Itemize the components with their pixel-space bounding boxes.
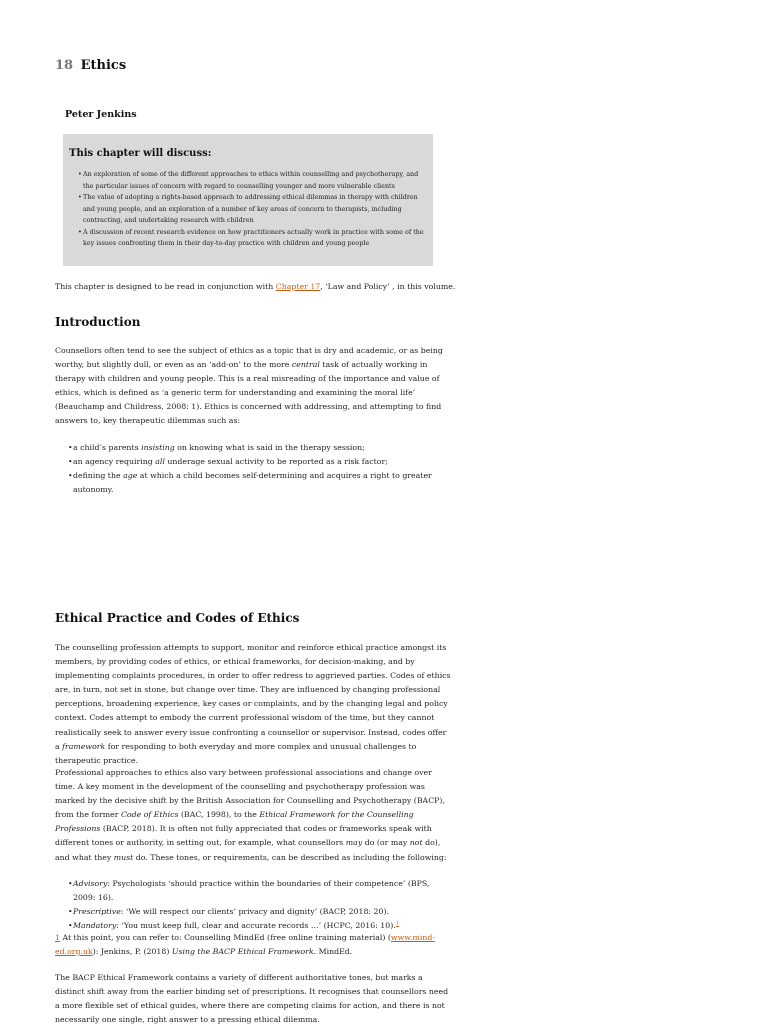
tone-text: : ‘You must keep full, clear and accurate records …’ (HCPC, 2016: 10). <box>116 921 396 931</box>
discussion-list <box>69 169 429 250</box>
tone-term: Mandatory <box>73 921 117 931</box>
introduction-paragraph: Counsellors often tend to see the subject of ethics as a topic that is dry and academic, or as being worthy, but slightly dull, or even as an ‘add-on’ to the more central task of actually working in therapy with children and young people. This is a real misreading of the importance and value of ethics, which is defined as ‘a generic term for understanding and examining the moral life’ (Beauchamp and Childress, 2008: 1). Ethics is concerned with addressing, and attempting to find answers to, key therapeutic dilemmas such as: <box>55 346 443 426</box>
note-text-before: This chapter is designed to be read in conjunction with <box>55 282 276 291</box>
chapter-title-text: Ethics <box>80 58 127 73</box>
tone-term: Prescriptive <box>73 907 121 917</box>
dilemma-item: • defining the age at which a child becomes self-determining and acquires a right to greater autonomy. <box>68 469 453 497</box>
chapter-17-link[interactable]: Chapter 17 <box>275 282 321 291</box>
codes-paragraph-2: Professional approaches to ethics also vary between professional associations and change over time. A key moment in the development of the counselling and psychotherapy profession was marked by the decisive shift by the British Association for Counselling and Psychotherapy (BACP), from the former Code of Ethics (BAC, 1998), to the Ethical Framework for the Counselling Professions (BACP, 2018). It is often not fully appreciated that codes or frameworks speak with different tones or authority, in setting out, for example, what counsellors may do (or may not do), and what they must do. These tones, or requirements, can be described as including the following: <box>55 768 447 862</box>
tone-text: : ‘We will respect our clients’ privacy and dignity’ (BACP, 2018: 20). <box>120 907 389 917</box>
tones-list <box>68 877 453 933</box>
codes-paragraph-1: The counselling profession attempts to support, monitor and reinforce ethical practice amongst its members, by providing codes of ethics, or ethical frameworks, for decision-making, and by implementing complaints procedures, in order to offer redress to aggrieved parties. Codes of ethics are, in turn, not set in stone, but change over time. They are influenced by changing professional perceptions, broadening experience, key cases or complaints, and by the changing legal and policy context. Codes attempt to embody the current professional wisdom of the time, but they cannot realistically seek to answer every issue confronting a counsellor or supervisor. Instead, codes offer a framework for responding to both everyday and more complex and unusual challenges to therapeutic practice. <box>55 643 451 765</box>
tone-term: Advisory <box>73 879 108 888</box>
dilemma-item: • a child’s parents insisting on knowing what is said in the therapy session; <box>68 441 453 455</box>
dilemma-item: • an agency requiring all underage sexual activity to be reported as a risk factor; <box>68 455 453 469</box>
chapter-discussion-box <box>63 134 433 266</box>
footnote: 1 At this point, you can refer to: Counselling MindEd (free online training material) (www.minded.org.uk): Jenkins, P. (2018) Using the BACP Ethical Framework. MindEd. <box>55 933 436 957</box>
chapter-number: 18 <box>55 58 74 73</box>
tone-text: : Psychologists ‘should practice within the boundaries of their competence’ (BPS, 2009: 16). <box>73 879 430 903</box>
tone-item <box>68 877 453 905</box>
minded-website-link[interactable]: www.minded.org.uk <box>55 933 436 957</box>
footnote-text-before: At this point, you can refer to: Counselling MindEd (free online training material) ( <box>59 933 391 942</box>
note-text-after: , ‘Law and Policy’ , in this volume. <box>320 282 456 291</box>
tone-item <box>68 905 453 919</box>
discussion-item: • A discussion of recent research evidence on how practitioners actually work in practice with some of the key issues confronting them in their day-to-day practice with children and young people <box>79 227 429 250</box>
discussion-box-heading: This chapter will discuss: <box>69 148 212 159</box>
codes-paragraph-3: The BACP Ethical Framework contains a variety of different authoritative tones, but marks a distinct shift away from the earlier binding set of prescriptions. It recognises that counsellors need a more flexible set of ethical guides, where there are competing claims for action, and there is not necessarily one single, right answer to a pressing ethical dilemma. <box>55 973 449 1025</box>
codes-heading: Ethical Practice and Codes of Ethics <box>55 611 300 625</box>
chapter-title <box>55 58 126 73</box>
footnote-ref-link[interactable]: 1 <box>395 920 399 927</box>
reading-note <box>55 282 455 291</box>
discussion-item: • An exploration of some of the different approaches to ethics within counselling and psychotherapy, and the particular issues of concern with regard to counselling younger and more vulnerable clients <box>79 169 429 192</box>
dilemma-list <box>68 441 453 497</box>
introduction-heading: Introduction <box>55 315 141 329</box>
footnote-marker-link[interactable]: 1 <box>55 933 60 942</box>
discussion-item: • The value of adopting a rights-based approach to addressing ethical dilemmas in therapy with children and young people, and an exploration of a number of key areas of concern to therapists, including contracting, and undertaking research with children <box>79 192 429 227</box>
author-name: Peter Jenkins <box>65 109 137 120</box>
